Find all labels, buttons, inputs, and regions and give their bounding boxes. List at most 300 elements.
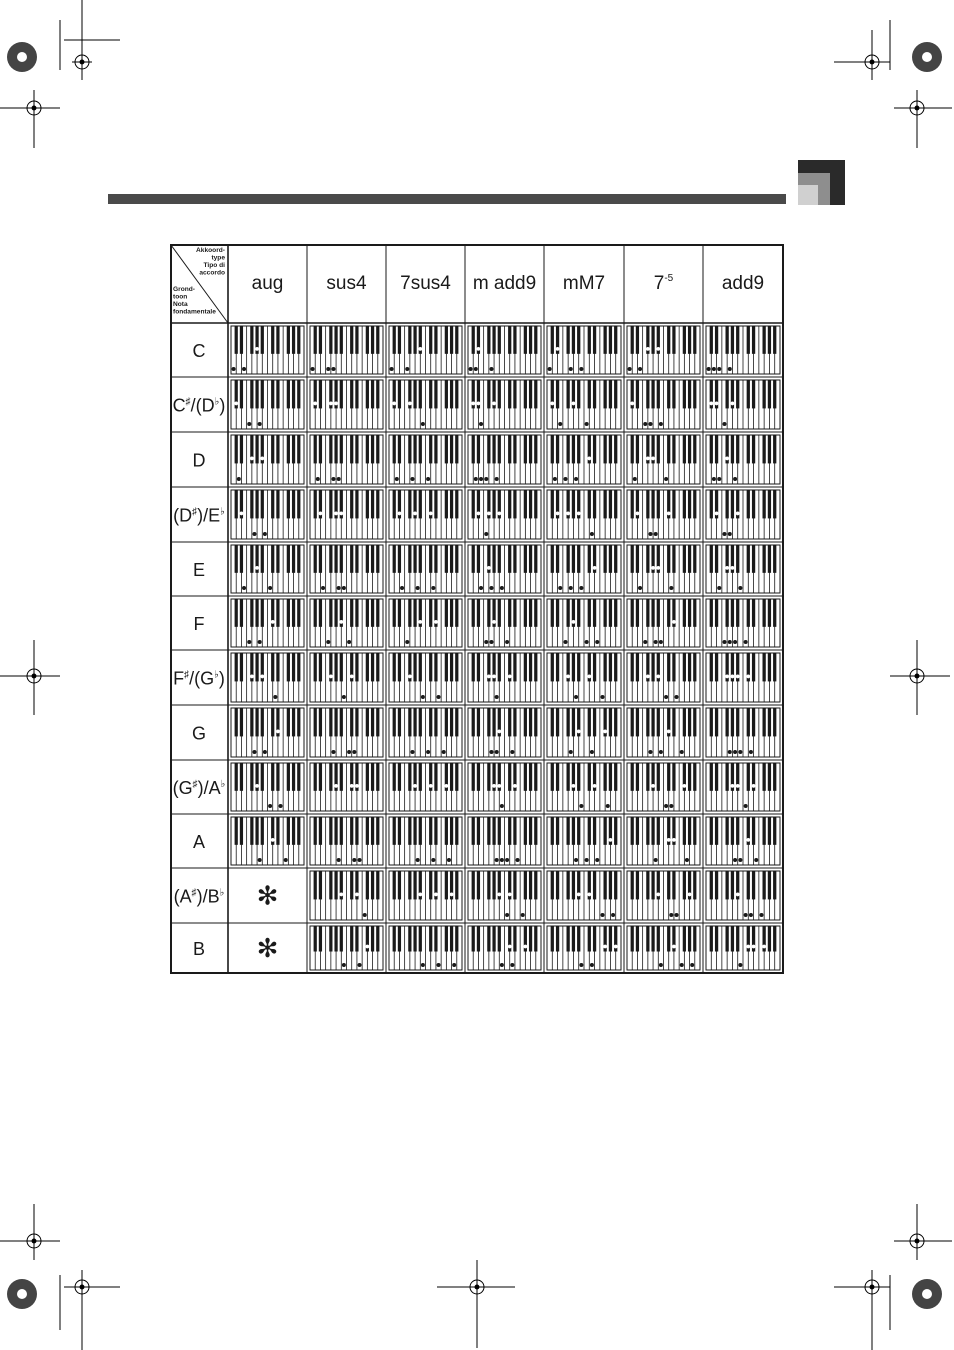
- note-dot: [628, 367, 632, 371]
- black-key: [455, 871, 458, 899]
- note-dot: [709, 402, 713, 406]
- chord-type-header: 7sus4: [400, 273, 451, 294]
- note-dot: [738, 963, 742, 967]
- note-dot: [313, 402, 317, 406]
- black-key: [572, 435, 575, 463]
- black-key: [752, 380, 755, 408]
- black-key: [408, 763, 411, 791]
- black-key: [747, 435, 750, 463]
- black-key: [240, 817, 243, 845]
- note-dot: [495, 477, 499, 481]
- black-key: [768, 545, 771, 573]
- black-key: [334, 708, 337, 736]
- note-dot: [651, 784, 655, 788]
- note-dot: [746, 838, 750, 842]
- note-dot: [418, 347, 422, 351]
- black-key: [429, 653, 432, 681]
- black-key: [551, 817, 554, 845]
- note-dot: [733, 477, 737, 481]
- black-key: [683, 380, 686, 408]
- black-key: [534, 871, 537, 899]
- note-dot: [749, 913, 753, 917]
- black-key: [651, 490, 654, 518]
- note-dot: [319, 512, 323, 516]
- black-key: [314, 817, 317, 845]
- note-dot: [731, 402, 735, 406]
- note-dot: [337, 586, 341, 590]
- black-key: [688, 926, 691, 952]
- black-key: [271, 326, 274, 354]
- black-key: [551, 490, 554, 518]
- black-key: [287, 708, 290, 736]
- note-dot: [513, 784, 517, 788]
- black-key: [577, 380, 580, 408]
- corner-tab: [798, 160, 845, 205]
- black-key: [408, 817, 411, 845]
- black-key: [276, 490, 279, 518]
- black-key: [271, 653, 274, 681]
- note-dot: [363, 913, 367, 917]
- black-key: [551, 708, 554, 736]
- black-key: [736, 380, 739, 408]
- note-dot: [242, 586, 246, 590]
- note-dot: [350, 675, 354, 679]
- black-key: [413, 926, 416, 952]
- black-key: [768, 653, 771, 681]
- note-dot: [352, 750, 356, 754]
- black-key: [556, 871, 559, 899]
- black-key: [672, 545, 675, 573]
- black-key: [572, 926, 575, 952]
- black-key: [334, 545, 337, 573]
- note-dot: [733, 640, 737, 644]
- note-dot: [587, 457, 591, 461]
- note-dot: [736, 893, 740, 897]
- black-key: [250, 545, 253, 573]
- black-key: [340, 817, 343, 845]
- note-dot: [564, 477, 568, 481]
- black-key: [747, 380, 750, 408]
- black-key: [314, 926, 317, 952]
- black-key: [398, 871, 401, 899]
- black-key: [376, 708, 379, 736]
- note-dot: [334, 784, 338, 788]
- note-dot: [574, 695, 578, 699]
- black-key: [429, 926, 432, 952]
- black-key: [492, 708, 495, 736]
- note-dot: [334, 402, 338, 406]
- registration-mark-mid-right: [884, 640, 954, 720]
- black-key: [498, 435, 501, 463]
- black-key: [255, 653, 258, 681]
- note-dot: [646, 675, 650, 679]
- black-key: [752, 871, 755, 899]
- note-dot: [654, 532, 658, 536]
- black-key: [567, 380, 570, 408]
- black-key: [498, 926, 501, 952]
- note-dot: [725, 566, 729, 570]
- note-dot: [347, 640, 351, 644]
- black-key: [683, 599, 686, 627]
- black-key: [413, 653, 416, 681]
- note-dot: [648, 532, 652, 536]
- black-key: [450, 380, 453, 408]
- black-key: [593, 599, 596, 627]
- black-key: [614, 599, 617, 627]
- black-key: [773, 545, 776, 573]
- root-note-label: (A♯)/B♭: [173, 886, 225, 907]
- black-key: [297, 653, 300, 681]
- black-key: [235, 653, 238, 681]
- black-key: [319, 545, 322, 573]
- black-key: [604, 599, 607, 627]
- black-key: [413, 871, 416, 899]
- black-key: [693, 653, 696, 681]
- black-key: [667, 763, 670, 791]
- black-key: [455, 435, 458, 463]
- black-key: [255, 435, 258, 463]
- note-dot: [715, 402, 719, 406]
- black-key: [693, 763, 696, 791]
- note-dot: [731, 566, 735, 570]
- black-key: [593, 708, 596, 736]
- black-key: [614, 545, 617, 573]
- black-key: [726, 926, 729, 952]
- black-key: [604, 653, 607, 681]
- black-key: [371, 326, 374, 354]
- note-dot: [585, 858, 589, 862]
- black-key: [693, 490, 696, 518]
- corner-label-chord-type: Akkoord-: [196, 247, 225, 254]
- note-dot: [667, 730, 671, 734]
- root-note-label: F♯/(G♭): [173, 668, 225, 689]
- black-key: [429, 435, 432, 463]
- black-key: [672, 708, 675, 736]
- black-key: [768, 763, 771, 791]
- note-dot: [342, 695, 346, 699]
- black-key: [567, 435, 570, 463]
- black-key: [314, 871, 317, 899]
- black-key: [551, 435, 554, 463]
- black-key: [604, 326, 607, 354]
- note-dot: [606, 804, 610, 808]
- black-key: [287, 817, 290, 845]
- black-key: [292, 380, 295, 408]
- black-key: [419, 763, 422, 791]
- black-key: [371, 490, 374, 518]
- note-dot: [656, 347, 660, 351]
- black-key: [646, 490, 649, 518]
- black-key: [240, 435, 243, 463]
- note-dot: [725, 675, 729, 679]
- black-key: [556, 708, 559, 736]
- black-key: [319, 326, 322, 354]
- black-key: [419, 490, 422, 518]
- note-dot: [489, 750, 493, 754]
- note-dot: [587, 675, 591, 679]
- black-key: [508, 326, 511, 354]
- black-key: [736, 599, 739, 627]
- black-key: [736, 926, 739, 952]
- note-dot: [752, 784, 756, 788]
- black-key: [747, 599, 750, 627]
- black-key: [683, 545, 686, 573]
- note-dot: [712, 477, 716, 481]
- black-key: [672, 871, 675, 899]
- black-key: [498, 326, 501, 354]
- note-dot: [487, 512, 491, 516]
- note-dot: [355, 893, 359, 897]
- note-dot: [715, 512, 719, 516]
- note-dot: [656, 675, 660, 679]
- black-key: [768, 380, 771, 408]
- note-dot: [421, 695, 425, 699]
- black-key: [472, 326, 475, 354]
- black-key: [683, 435, 686, 463]
- black-key: [419, 817, 422, 845]
- black-key: [419, 926, 422, 952]
- black-key: [556, 380, 559, 408]
- black-key: [693, 599, 696, 627]
- black-key: [534, 490, 537, 518]
- black-key: [235, 435, 238, 463]
- black-key: [693, 380, 696, 408]
- black-key: [524, 435, 527, 463]
- note-dot: [603, 730, 607, 734]
- note-dot: [717, 586, 721, 590]
- black-key: [567, 326, 570, 354]
- black-key: [693, 435, 696, 463]
- black-key: [551, 545, 554, 573]
- black-key: [657, 380, 660, 408]
- black-key: [255, 708, 258, 736]
- black-key: [609, 871, 612, 899]
- note-dot: [500, 804, 504, 808]
- black-key: [371, 708, 374, 736]
- black-key: [398, 435, 401, 463]
- black-key: [371, 926, 374, 952]
- black-key: [329, 326, 332, 354]
- black-key: [498, 545, 501, 573]
- note-dot: [577, 512, 581, 516]
- black-key: [731, 926, 734, 952]
- black-key: [763, 545, 766, 573]
- black-key: [577, 653, 580, 681]
- black-key: [393, 599, 396, 627]
- black-key: [487, 817, 490, 845]
- note-dot: [558, 422, 562, 426]
- black-key: [350, 380, 353, 408]
- black-key: [747, 326, 750, 354]
- note-dot: [611, 913, 615, 917]
- note-dot: [392, 402, 396, 406]
- black-key: [508, 708, 511, 736]
- note-dot: [489, 640, 493, 644]
- black-key: [710, 871, 713, 899]
- note-dot: [707, 367, 711, 371]
- black-key: [752, 708, 755, 736]
- black-key: [588, 545, 591, 573]
- black-key: [250, 708, 253, 736]
- black-key: [710, 599, 713, 627]
- black-key: [529, 926, 532, 952]
- black-key: [736, 545, 739, 573]
- note-dot: [654, 858, 658, 862]
- black-key: [572, 653, 575, 681]
- black-key: [355, 545, 358, 573]
- black-key: [429, 708, 432, 736]
- black-key: [556, 545, 559, 573]
- black-key: [752, 817, 755, 845]
- note-dot: [500, 858, 504, 862]
- black-key: [726, 380, 729, 408]
- registration-mark-top-right: [824, 0, 954, 150]
- note-dot: [339, 893, 343, 897]
- black-key: [472, 545, 475, 573]
- black-key: [609, 653, 612, 681]
- black-key: [297, 817, 300, 845]
- note-dot: [548, 367, 552, 371]
- note-dot: [474, 477, 478, 481]
- black-key: [393, 653, 396, 681]
- black-key: [636, 653, 639, 681]
- note-dot: [358, 963, 362, 967]
- black-key: [314, 326, 317, 354]
- black-key: [529, 871, 532, 899]
- black-key: [572, 817, 575, 845]
- root-note-label: A: [192, 832, 206, 852]
- note-dot: [646, 347, 650, 351]
- black-key: [667, 871, 670, 899]
- black-key: [726, 708, 729, 736]
- black-key: [292, 653, 295, 681]
- black-key: [250, 380, 253, 408]
- black-key: [572, 490, 575, 518]
- black-key: [297, 763, 300, 791]
- note-dot: [426, 477, 430, 481]
- black-key: [434, 545, 437, 573]
- black-key: [631, 653, 634, 681]
- black-key: [646, 380, 649, 408]
- note-dot: [255, 784, 259, 788]
- note-dot: [643, 640, 647, 644]
- black-key: [529, 545, 532, 573]
- black-key: [398, 599, 401, 627]
- black-key: [731, 326, 734, 354]
- note-dot: [321, 586, 325, 590]
- black-key: [413, 380, 416, 408]
- note-dot: [746, 945, 750, 949]
- note-dot: [497, 512, 501, 516]
- black-key: [609, 380, 612, 408]
- black-key: [366, 817, 369, 845]
- black-key: [651, 926, 654, 952]
- black-key: [688, 763, 691, 791]
- note-dot: [279, 804, 283, 808]
- black-key: [419, 435, 422, 463]
- black-key: [508, 817, 511, 845]
- note-dot: [595, 640, 599, 644]
- black-key: [255, 490, 258, 518]
- black-key: [319, 599, 322, 627]
- black-key: [604, 490, 607, 518]
- black-key: [445, 653, 448, 681]
- black-key: [508, 599, 511, 627]
- black-key: [773, 871, 776, 899]
- black-key: [657, 435, 660, 463]
- black-key: [651, 599, 654, 627]
- note-dot: [477, 512, 481, 516]
- note-dot: [400, 586, 404, 590]
- black-key: [588, 817, 591, 845]
- black-key: [398, 817, 401, 845]
- black-key: [551, 926, 554, 952]
- black-key: [524, 380, 527, 408]
- black-key: [429, 599, 432, 627]
- note-dot: [263, 750, 267, 754]
- black-key: [636, 871, 639, 899]
- black-key: [413, 326, 416, 354]
- black-key: [250, 326, 253, 354]
- black-key: [752, 653, 755, 681]
- note-dot: [585, 640, 589, 644]
- note-dot: [725, 457, 729, 461]
- black-key: [429, 817, 432, 845]
- black-key: [408, 599, 411, 627]
- black-key: [314, 490, 317, 518]
- black-key: [340, 653, 343, 681]
- black-key: [271, 763, 274, 791]
- black-key: [240, 380, 243, 408]
- black-key: [631, 435, 634, 463]
- note-dot: [342, 586, 346, 590]
- black-key: [292, 599, 295, 627]
- root-note-label: D: [192, 450, 206, 471]
- black-key: [572, 708, 575, 736]
- black-key: [614, 817, 617, 845]
- black-key: [398, 326, 401, 354]
- black-key: [614, 435, 617, 463]
- black-key: [667, 380, 670, 408]
- black-key: [577, 435, 580, 463]
- black-key: [434, 926, 437, 952]
- black-key: [487, 708, 490, 736]
- corner-label-root: fondamentale: [173, 308, 216, 316]
- note-dot: [744, 640, 748, 644]
- black-key: [297, 380, 300, 408]
- black-key: [261, 763, 264, 791]
- black-key: [556, 926, 559, 952]
- black-key: [287, 599, 290, 627]
- black-key: [646, 926, 649, 952]
- black-key: [477, 599, 480, 627]
- black-key: [556, 763, 559, 791]
- note-dot: [601, 695, 605, 699]
- black-key: [667, 599, 670, 627]
- black-key: [271, 380, 274, 408]
- black-key: [445, 435, 448, 463]
- note-dot: [754, 858, 758, 862]
- black-key: [651, 326, 654, 354]
- note-dot: [579, 586, 583, 590]
- black-key: [604, 871, 607, 899]
- black-key: [747, 708, 750, 736]
- black-key: [763, 708, 766, 736]
- note-dot: [667, 512, 671, 516]
- note-dot: [479, 422, 483, 426]
- note-dot: [553, 477, 557, 481]
- black-key: [261, 817, 264, 845]
